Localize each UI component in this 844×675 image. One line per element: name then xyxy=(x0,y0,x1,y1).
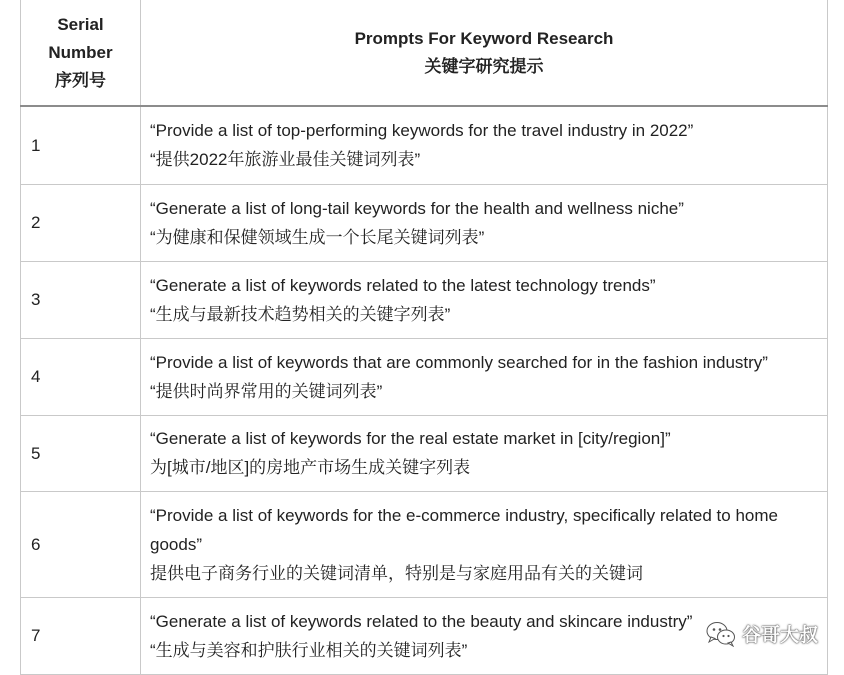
serial-number-cell: 6 xyxy=(21,491,141,597)
prompt-chinese: “提供时尚界常用的关键词列表” xyxy=(150,381,383,401)
prompt-chinese: 提供电子商务行业的关键词清单，特别是与家庭用品有关的关键词 xyxy=(150,563,643,583)
prompt-cell xyxy=(141,338,828,415)
prompt-english: “Provide a list of keywords for the e-commerce industry, specifically related to home goods” xyxy=(150,505,778,554)
serial-number-cell: 3 xyxy=(21,261,141,338)
table-row xyxy=(21,338,828,415)
table-row xyxy=(21,184,828,261)
serial-number-cell: 1 xyxy=(21,106,141,184)
prompt-english: “Provide a list of keywords that are commonly searched for in the fashion industry” xyxy=(150,352,768,372)
watermark xyxy=(706,620,818,647)
header-serial-line-1: Serial xyxy=(57,14,104,34)
table-row xyxy=(21,491,828,597)
prompt-english: “Generate a list of keywords related to the latest technology trends” xyxy=(150,275,656,295)
wechat-icon xyxy=(706,621,736,647)
prompt-english: “Generate a list of long-tail keywords for the health and wellness niche” xyxy=(150,198,684,218)
header-prompts-zh: 关键字研究提示 xyxy=(424,56,544,76)
header-serial-line-2: Number xyxy=(48,42,113,62)
prompt-cell xyxy=(141,415,828,491)
prompt-cell xyxy=(141,261,828,338)
table-row xyxy=(21,106,828,184)
prompt-chinese: “生成与美容和护肤行业相关的关键词列表” xyxy=(150,640,468,660)
prompt-cell xyxy=(141,106,828,184)
table-row xyxy=(21,415,828,491)
prompt-cell xyxy=(141,184,828,261)
header-prompts-en: Prompts For Keyword Research xyxy=(354,28,614,48)
header-prompts xyxy=(141,0,828,106)
table-row xyxy=(21,261,828,338)
serial-number-cell: 5 xyxy=(21,415,141,491)
watermark-text: 谷哥大叔 xyxy=(741,625,818,646)
serial-number-cell: 7 xyxy=(21,597,141,674)
prompt-chinese: “提供2022年旅游业最佳关键词列表” xyxy=(150,150,421,170)
header-serial-number xyxy=(21,0,141,106)
keyword-prompts-table xyxy=(20,0,828,675)
prompt-cell xyxy=(141,491,828,597)
prompt-chinese: 为[城市/地区]的房地产市场生成关键字列表 xyxy=(150,458,471,477)
prompt-chinese: “为健康和保健领域生成一个长尾关键词列表” xyxy=(150,227,485,247)
table-header-row xyxy=(21,0,828,106)
header-serial-line-3: 序列号 xyxy=(55,70,106,90)
prompt-english: “Generate a list of keywords related to the beauty and skincare industry” xyxy=(150,611,693,631)
prompt-english: “Provide a list of top-performing keywords for the travel industry in 2022” xyxy=(150,121,694,141)
serial-number-cell: 4 xyxy=(21,338,141,415)
prompt-chinese: “生成与最新技术趋势相关的关键字列表” xyxy=(150,304,451,324)
prompt-english: “Generate a list of keywords for the real estate market in [city/region]” xyxy=(150,429,671,448)
serial-number-cell: 2 xyxy=(21,184,141,261)
